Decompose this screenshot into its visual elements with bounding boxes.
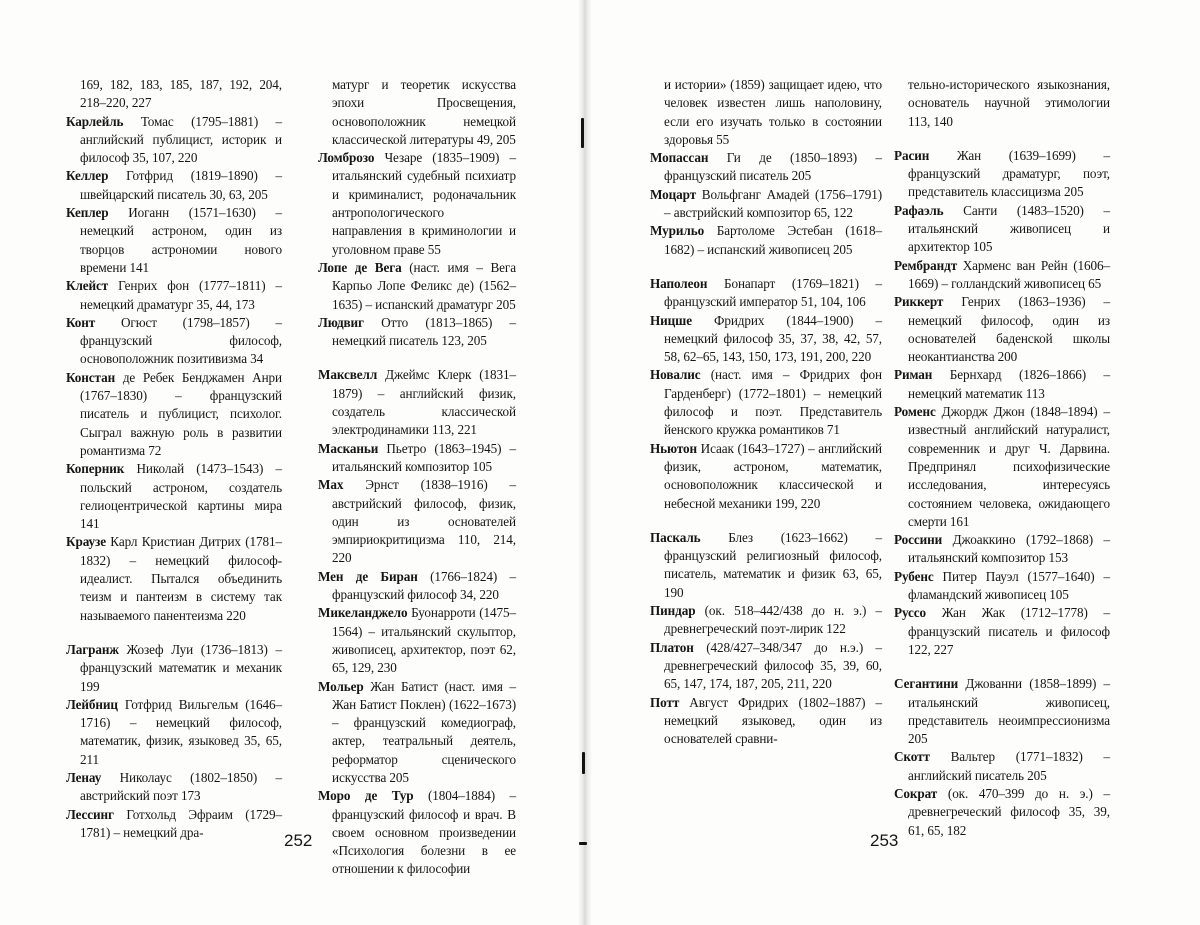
entry-text: де Ребек Бенджамен Анри (1767–1830) – французский писатель и публицист, психолог. Сыграл важную роль в развитии романтизма 72 — [80, 369, 282, 458]
entry-name: Людвиг — [318, 314, 364, 330]
entry-name: Рафаэль — [894, 202, 944, 218]
entry-text: и истории» (1859) защищает идею, что человек известен лишь наполовину, если его изучать только в состоянии здоровья 55 — [664, 77, 882, 147]
index-entry — [894, 604, 1110, 659]
entry-name: Лессинг — [66, 806, 114, 822]
index-entry — [894, 202, 1110, 257]
entry-name: Ленау — [66, 769, 102, 785]
index-entry — [650, 366, 882, 439]
gutter-shadow-mark — [582, 752, 585, 774]
index-entry — [650, 694, 882, 749]
entry-text: (428/427–348/347 до н.э.) – древнегреческий философ 35, 39, 60, 65, 147, 174, 187, 205, 211, 220 — [664, 639, 882, 692]
entry-text: Харменс ван Рейн (1606–1669) – голландский живописец 65 — [908, 257, 1110, 291]
entry-text: Готфрид Вильгельм (1646–1716) – немецкий философ, математик, физик, языковед 35, 65, 211 — [80, 696, 282, 767]
index-entry — [894, 568, 1110, 605]
entry-name: Мопассан — [650, 150, 709, 166]
entry-text: Карл Кристиан Дитрих (1781–1832) – немецкий философ-идеалист. Пытался объединить теизм и пантеизм в систему так называемого панентеизма 220 — [80, 534, 282, 623]
index-entry — [66, 460, 282, 533]
entry-name: Клейст — [66, 278, 109, 294]
entry-text: Август Фридрих (1802–1887) – немецкий языковед, один из основателей сравни- — [664, 694, 882, 747]
index-entry — [650, 312, 882, 367]
entry-text: Санти (1483–1520) – итальянский живописец и архитектор 105 — [908, 202, 1110, 255]
entry-text: Жан Жак (1712–1778) – французский писатель и философ 122, 227 — [908, 605, 1110, 657]
right-page-column-1 — [650, 76, 882, 748]
entry-name: Наполеон — [650, 275, 708, 291]
index-entry — [894, 257, 1110, 294]
index-entry — [66, 769, 282, 806]
entry-name: Лейбниц — [66, 696, 118, 712]
entry-name: Констан — [66, 369, 116, 385]
entry-text: Ги де (1850–1893) – французский писатель 205 — [664, 150, 882, 184]
entry-text: Фридрих (1844–1900) – немецкий философ 35, 37, 38, 42, 57, 58, 62–65, 143, 150, 173, 191, 200, 220 — [664, 312, 882, 365]
index-entry — [894, 531, 1110, 568]
entry-text: Огюст (1798–1857) – французский философ, основоположник позитивизма 34 — [80, 314, 282, 367]
entry-text: Блез (1623–1662) – французский религиозный философ, писатель, математик и физик 63, 65, 190 — [664, 529, 882, 600]
index-entry — [650, 186, 882, 223]
entry-name: Моро де Тур — [318, 788, 414, 804]
index-entry — [650, 149, 882, 186]
entry-name: Микеланджело — [318, 605, 408, 621]
entry-text: Томас (1795–1881) – английский публицист, историк и философ 35, 107, 220 — [80, 113, 282, 166]
entry-name: Ницше — [650, 312, 692, 328]
entry-text: (1766–1824) – французский философ 34, 220 — [332, 568, 516, 603]
entry-text: (ок. 470–399 до н. э.) – древнегреческий философ 35, 39, 61, 65, 182 — [908, 785, 1110, 838]
entry-text: Жан Батист (наст. имя – Жан Батист Поклен) (1622–1673) – французский комедиограф, актер, театральный деятель, реформатор сценического искусства 205 — [332, 678, 516, 785]
index-entry — [894, 366, 1110, 403]
entry-name: Риккерт — [894, 294, 944, 310]
entry-name: Лопе де Вега — [318, 259, 402, 275]
index-entry — [318, 787, 516, 878]
index-entry — [650, 440, 882, 513]
section-gap — [894, 659, 1110, 675]
entry-text: Джоаккино (1792–1868) – итальянский композитор 153 — [908, 532, 1110, 566]
index-entry — [66, 641, 282, 696]
entry-text: Генрих фон (1777–1811) – немецкий драматург 35, 44, 173 — [80, 278, 282, 312]
entry-name: Сегантини — [894, 676, 959, 692]
entry-text: Вольфганг Амадей (1756–1791) – австрийский композитор 65, 122 — [664, 186, 882, 221]
index-entry — [66, 696, 282, 769]
entry-text: Питер Пауэл (1577–1640) – фламандский живописец 105 — [908, 568, 1110, 603]
entry-text: Чезаре (1835–1909) – итальянский судебный психиатр и криминалист, родоначальник антропологического направления в криминологии и уголовном праве 55 — [332, 150, 516, 257]
index-entry — [66, 314, 282, 369]
entry-text: Николай (1473–1543) – польский астроном, создатель гелиоцентрической картины мира 141 — [80, 461, 282, 532]
index-entry — [650, 275, 882, 312]
right-page-column-2 — [894, 76, 1110, 840]
entry-name: Рембрандт — [894, 257, 958, 273]
entry-text: Джованни (1858–1899) – итальянский живописец, представитель неоимпрессионизма 205 — [908, 676, 1110, 747]
entry-name: Платон — [650, 639, 694, 655]
left-page-number: 252 — [284, 831, 313, 850]
entry-name: Россини — [894, 532, 943, 548]
section-gap — [650, 259, 882, 275]
entry-name: Мольер — [318, 678, 364, 694]
section-gap — [66, 625, 282, 641]
entry-text: Бернхард (1826–1866) – немецкий математик 113 — [908, 367, 1110, 401]
index-entry — [318, 476, 516, 567]
entry-name: Сократ — [894, 785, 938, 801]
left-page-column-1 — [66, 76, 282, 842]
entry-name: Ломброзо — [318, 150, 375, 166]
entry-name: Мах — [318, 477, 344, 493]
entry-name: Моцарт — [650, 186, 697, 202]
entry-text: 169, 182, 183, 185, 187, 192, 204, 218–220, 227 — [80, 77, 282, 111]
index-entry — [650, 222, 882, 259]
index-entry — [66, 113, 282, 168]
index-entry — [894, 675, 1110, 748]
entry-text: Буонарроти (1475–1564) – итальянский скульптор, живописец, архитектор, поэт 62, 65, 129, 230 — [332, 605, 516, 676]
index-entry — [66, 533, 282, 624]
entry-text: Пьетро (1863–1945) – итальянский композитор 105 — [332, 440, 516, 474]
entry-name: Краузе — [66, 534, 106, 550]
entry-text: Бонапарт (1769–1821) – французский император 51, 104, 106 — [664, 275, 882, 310]
entry-text: Николаус (1802–1850) – австрийский поэт 173 — [80, 769, 282, 804]
entry-name: Роменс — [894, 404, 936, 420]
index-entry — [66, 167, 282, 204]
entry-text: Готхольд Эфраим (1729–1781) – немецкий дра- — [80, 806, 282, 840]
entry-name: Рубенс — [894, 568, 934, 584]
section-gap — [894, 131, 1110, 147]
entry-text: Жан (1639–1699) – французский драматург, поэт, представитель классицизма 205 — [908, 147, 1110, 200]
entry-text: (наст. имя – Вега Карпьо Лопе Феликс де) (1562–1635) – испанский драматург 205 — [332, 259, 516, 312]
index-entry — [66, 369, 282, 460]
index-entry — [66, 204, 282, 277]
entry-text: Эрнст (1838–1916) – австрийский философ, физик, один из основателей эмпириокритицизма 110, 214, 220 — [332, 477, 516, 566]
index-entry — [318, 259, 516, 314]
index-entry — [894, 76, 1110, 131]
index-entry — [318, 604, 516, 677]
index-entry — [650, 602, 882, 639]
left-page-column-2 — [318, 76, 516, 879]
entry-name: Кеплер — [66, 205, 109, 221]
index-entry — [894, 403, 1110, 531]
entry-name: Расин — [894, 147, 930, 163]
entry-name: Келлер — [66, 168, 109, 184]
page-gutter — [578, 0, 592, 925]
entry-text: (ок. 518–442/438 до н. э.) – древнегреческий поэт-лирик 122 — [664, 603, 882, 637]
gutter-shadow-mark — [581, 118, 584, 148]
right-page-number: 253 — [870, 831, 899, 850]
gutter-shadow-mark — [579, 842, 587, 845]
entry-text: (наст. имя – Фридрих фон Гарденберг) (1772–1801) – немецкий философ и поэт. Представитель йенского кружка романтиков 71 — [664, 367, 882, 438]
entry-name: Паскаль — [650, 529, 701, 545]
entry-text: Джеймс Клерк (1831–1879) – английский физик, создатель классической электродинамики 113, 221 — [332, 367, 516, 438]
entry-text: Иоганн (1571–1630) – немецкий астроном, один из творцов астрономии нового времени 141 — [80, 205, 282, 275]
index-entry — [66, 277, 282, 314]
entry-text: Готфрид (1819–1890) – швейцарский писатель 30, 63, 205 — [80, 168, 282, 202]
entry-name: Риман — [894, 367, 933, 383]
index-entry — [650, 529, 882, 602]
entry-name: Скотт — [894, 749, 930, 765]
section-gap — [650, 513, 882, 529]
entry-name: Руссо — [894, 605, 927, 621]
index-entry — [650, 76, 882, 149]
index-entry — [894, 785, 1110, 840]
entry-name: Лагранж — [66, 641, 119, 657]
index-entry — [318, 366, 516, 439]
entry-text: Джордж Джон (1848–1894) – известный английский натуралист, современник и друг Ч. Дарвина. Предпринял психофизические исследования, интересуясь состоянием человека, ожидающего смерти 161 — [908, 404, 1110, 529]
entry-name: Конт — [66, 314, 96, 330]
entry-name: Мен де Биран — [318, 568, 418, 584]
entry-text: Вальтер (1771–1832) – английский писатель 205 — [908, 749, 1110, 783]
index-entry — [66, 76, 282, 113]
entry-name: Мурильо — [650, 223, 705, 239]
entry-name: Потт — [650, 694, 680, 710]
entry-name: Масканьи — [318, 440, 379, 456]
entry-text: Жозеф Луи (1736–1813) – французский математик и механик 199 — [80, 641, 282, 694]
entry-name: Ньютон — [650, 440, 698, 456]
entry-name: Пиндар — [650, 603, 696, 619]
index-entry — [894, 293, 1110, 366]
entry-name: Максвелл — [318, 367, 378, 383]
entry-text: Отто (1813–1865) – немецкий писатель 123, 205 — [332, 314, 516, 349]
entry-text: (1804–1884) – французский философ и врач. В своем основном произведении «Психология болезни в ее отношении к философии — [332, 788, 516, 877]
index-entry — [894, 748, 1110, 785]
entry-name: Коперник — [66, 461, 125, 477]
entry-text: тельно-исторического языкознания, основатель научной этимологии 113, 140 — [908, 77, 1110, 129]
entry-text: матург и теоретик искусства эпохи Просвещения, основоположник немецкой классической литературы 49, 205 — [332, 77, 516, 147]
index-entry — [318, 440, 516, 477]
index-entry — [318, 76, 516, 149]
entry-text: Исаак (1643–1727) – английский физик, астроном, математик, основоположник классической и небесной механики 199, 220 — [664, 440, 882, 511]
entry-name: Карлейль — [66, 113, 124, 129]
entry-text: Генрих (1863–1936) – немецкий философ, один из основателей баденской школы неокантианства 200 — [908, 294, 1110, 365]
index-entry — [318, 678, 516, 788]
entry-name: Новалис — [650, 367, 701, 383]
section-gap — [318, 350, 516, 366]
index-entry — [318, 314, 516, 351]
index-entry — [650, 639, 882, 694]
index-entry — [318, 149, 516, 259]
index-entry — [66, 806, 282, 843]
index-entry — [318, 568, 516, 605]
entry-text: Бартоломе Эстебан (1618–1682) – испанский живописец 205 — [664, 223, 882, 257]
index-entry — [894, 147, 1110, 202]
